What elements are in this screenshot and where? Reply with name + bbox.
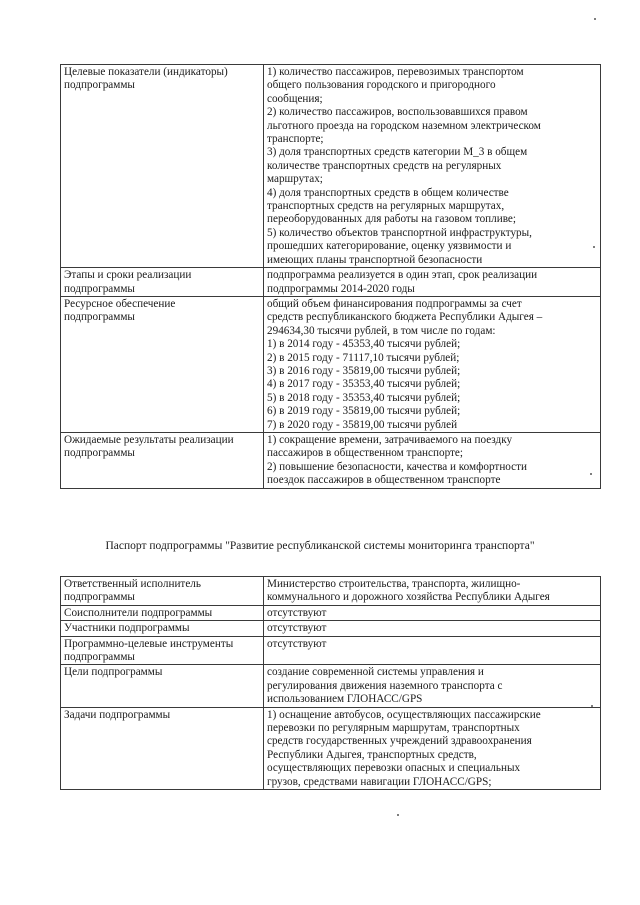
value-line: поездок пассажиров в общественном транспорте bbox=[267, 474, 501, 487]
value-line: 1) в 2014 году - 45353,40 тысячи рублей; bbox=[267, 338, 461, 351]
row-value-cell bbox=[264, 636, 601, 665]
scan-speck bbox=[594, 18, 596, 20]
scan-speck bbox=[593, 246, 595, 248]
table-row bbox=[61, 636, 601, 665]
value-line: пассажиров в общественном транспорте; bbox=[267, 447, 463, 460]
row-label-cell bbox=[61, 665, 264, 707]
value-line: транспорте; bbox=[267, 133, 324, 146]
row-label-cell bbox=[61, 707, 264, 789]
value-line: 7) в 2020 году - 35819,00 тысячи рублей bbox=[267, 418, 458, 431]
value-line: 1) количество пассажиров, перевозимых транспортом bbox=[267, 66, 524, 78]
label-line: подпрограммы bbox=[64, 591, 135, 604]
table-row bbox=[61, 296, 601, 432]
table-row bbox=[61, 577, 601, 606]
scan-speck bbox=[590, 473, 592, 475]
table-row bbox=[61, 621, 601, 636]
table-row bbox=[61, 432, 601, 488]
value-line: отсутствуют bbox=[267, 622, 327, 635]
label-line: Ресурсное обеспечение bbox=[64, 297, 176, 310]
row-value-cell bbox=[264, 296, 601, 432]
label-line: Задачи подпрограммы bbox=[64, 708, 171, 721]
row-label-cell bbox=[61, 296, 264, 432]
row-label-cell bbox=[61, 605, 264, 620]
value-line: средств государственных учреждений здравоохранения bbox=[267, 735, 532, 748]
value-line: сообщения; bbox=[267, 92, 323, 105]
row-value-cell bbox=[264, 432, 601, 488]
label-line: Соисполнители подпрограммы bbox=[64, 606, 213, 619]
value-line: 4) доля транспортных средств в общем количестве bbox=[267, 186, 509, 199]
label-line: подпрограммы bbox=[64, 311, 135, 324]
value-line: 3) в 2016 году - 35819,00 тысячи рублей; bbox=[267, 364, 461, 377]
value-line: коммунального и дорожного хозяйства Республики Адыгея bbox=[267, 591, 550, 604]
row-label-cell bbox=[61, 432, 264, 488]
value-line: имеющих планы транспортной безопасности bbox=[267, 253, 483, 266]
subprogram-passport-table-2 bbox=[60, 576, 601, 790]
value-line: средств республиканского бюджета Республики Адыгея – bbox=[267, 311, 543, 324]
row-value-cell bbox=[264, 65, 601, 268]
label-line: подпрограммы bbox=[64, 79, 135, 92]
value-line: подпрограмма реализуется в один этап, срок реализации bbox=[267, 269, 538, 282]
value-line: использованием ГЛОНАСС/GPS bbox=[267, 693, 423, 706]
value-line: 4) в 2017 году - 35353,40 тысячи рублей; bbox=[267, 378, 461, 391]
label-line: подпрограммы bbox=[64, 447, 135, 460]
row-label-cell bbox=[61, 636, 264, 665]
value-line: 2) количество пассажиров, воспользовавшихся правом bbox=[267, 106, 528, 119]
row-value-cell bbox=[264, 707, 601, 789]
row-value-cell bbox=[264, 605, 601, 620]
value-line: 1) оснащение автобусов, осуществляющих пассажирские bbox=[267, 708, 541, 721]
label-line: Этапы и сроки реализации bbox=[64, 269, 192, 282]
table-row bbox=[61, 665, 601, 707]
value-line: 1) сокращение времени, затрачиваемого на поездку bbox=[267, 433, 513, 446]
row-label-cell bbox=[61, 65, 264, 268]
value-line: переоборудованных для работы на газовом топливе; bbox=[267, 213, 517, 226]
row-value-cell bbox=[264, 665, 601, 707]
table-row bbox=[61, 65, 601, 268]
value-line: создание современной системы управления и bbox=[267, 666, 484, 679]
scan-speck bbox=[591, 705, 593, 707]
subprogram-passport-table-1 bbox=[60, 64, 601, 489]
scan-speck bbox=[397, 814, 399, 816]
value-line: 2) в 2015 году - 71117,10 тысячи рублей; bbox=[267, 351, 460, 364]
value-line: льготного проезда на городском наземном электрическом bbox=[267, 119, 541, 132]
table-row bbox=[61, 707, 601, 789]
value-line: грузов, средствами навигации ГЛОНАСС/GPS; bbox=[267, 775, 492, 788]
value-line: общий объем финансирования подпрограммы за счет bbox=[267, 297, 522, 310]
value-line: 5) в 2018 году - 35353,40 тысячи рублей; bbox=[267, 391, 461, 404]
value-line: общего пользования городского и пригородного bbox=[267, 79, 496, 92]
value-line: перевозки по регулярным маршрутам, транспортных bbox=[267, 722, 520, 735]
value-line: подпрограммы 2014-2020 годы bbox=[267, 282, 415, 295]
row-value-cell bbox=[264, 268, 601, 297]
label-line: подпрограммы bbox=[64, 282, 135, 295]
value-line: 294634,30 тысячи рублей, в том числе по годам: bbox=[267, 324, 496, 337]
value-line: прошедших категорирование, оценку уязвимости и bbox=[267, 240, 512, 253]
value-line: Министерство строительства, транспорта, жилищно- bbox=[267, 578, 521, 590]
label-line: Участники подпрограммы bbox=[64, 622, 190, 635]
label-line: подпрограммы bbox=[64, 651, 135, 664]
table-row bbox=[61, 605, 601, 620]
label-line: Ожидаемые результаты реализации bbox=[64, 433, 234, 446]
section-heading: Паспорт подпрограммы "Развитие республиканской системы мониторинга транспорта" bbox=[105, 540, 535, 552]
value-line: регулирования движения наземного транспорта с bbox=[267, 679, 503, 692]
value-line: отсутствуют bbox=[267, 637, 327, 650]
value-line: 6) в 2019 году - 35819,00 тысячи рублей; bbox=[267, 405, 461, 418]
table-row bbox=[61, 268, 601, 297]
value-line: маршрутах; bbox=[267, 173, 323, 186]
value-line: транспортных средств на регулярных маршрутах, bbox=[267, 200, 505, 213]
value-line: осуществляющих перевозки опасных и специальных bbox=[267, 762, 521, 775]
row-label-cell bbox=[61, 621, 264, 636]
value-line: 3) доля транспортных средств категории М_3 в общем bbox=[267, 146, 528, 159]
row-value-cell bbox=[264, 577, 601, 606]
label-line: Целевые показатели (индикаторы) bbox=[64, 66, 228, 78]
row-label-cell bbox=[61, 577, 264, 606]
value-line: 5) количество объектов транспортной инфраструктуры, bbox=[267, 226, 532, 239]
value-line: отсутствуют bbox=[267, 606, 327, 619]
label-line: Цели подпрограммы bbox=[64, 666, 163, 679]
label-line: Программно-целевые инструменты bbox=[64, 637, 234, 650]
value-line: 2) повышение безопасности, качества и комфортности bbox=[267, 460, 528, 473]
row-label-cell bbox=[61, 268, 264, 297]
label-line: Ответственный исполнитель bbox=[64, 578, 201, 590]
row-value-cell bbox=[264, 621, 601, 636]
value-line: количестве транспортных средств на регулярных bbox=[267, 159, 502, 172]
value-line: Республики Адыгея, транспортных средств, bbox=[267, 748, 477, 761]
